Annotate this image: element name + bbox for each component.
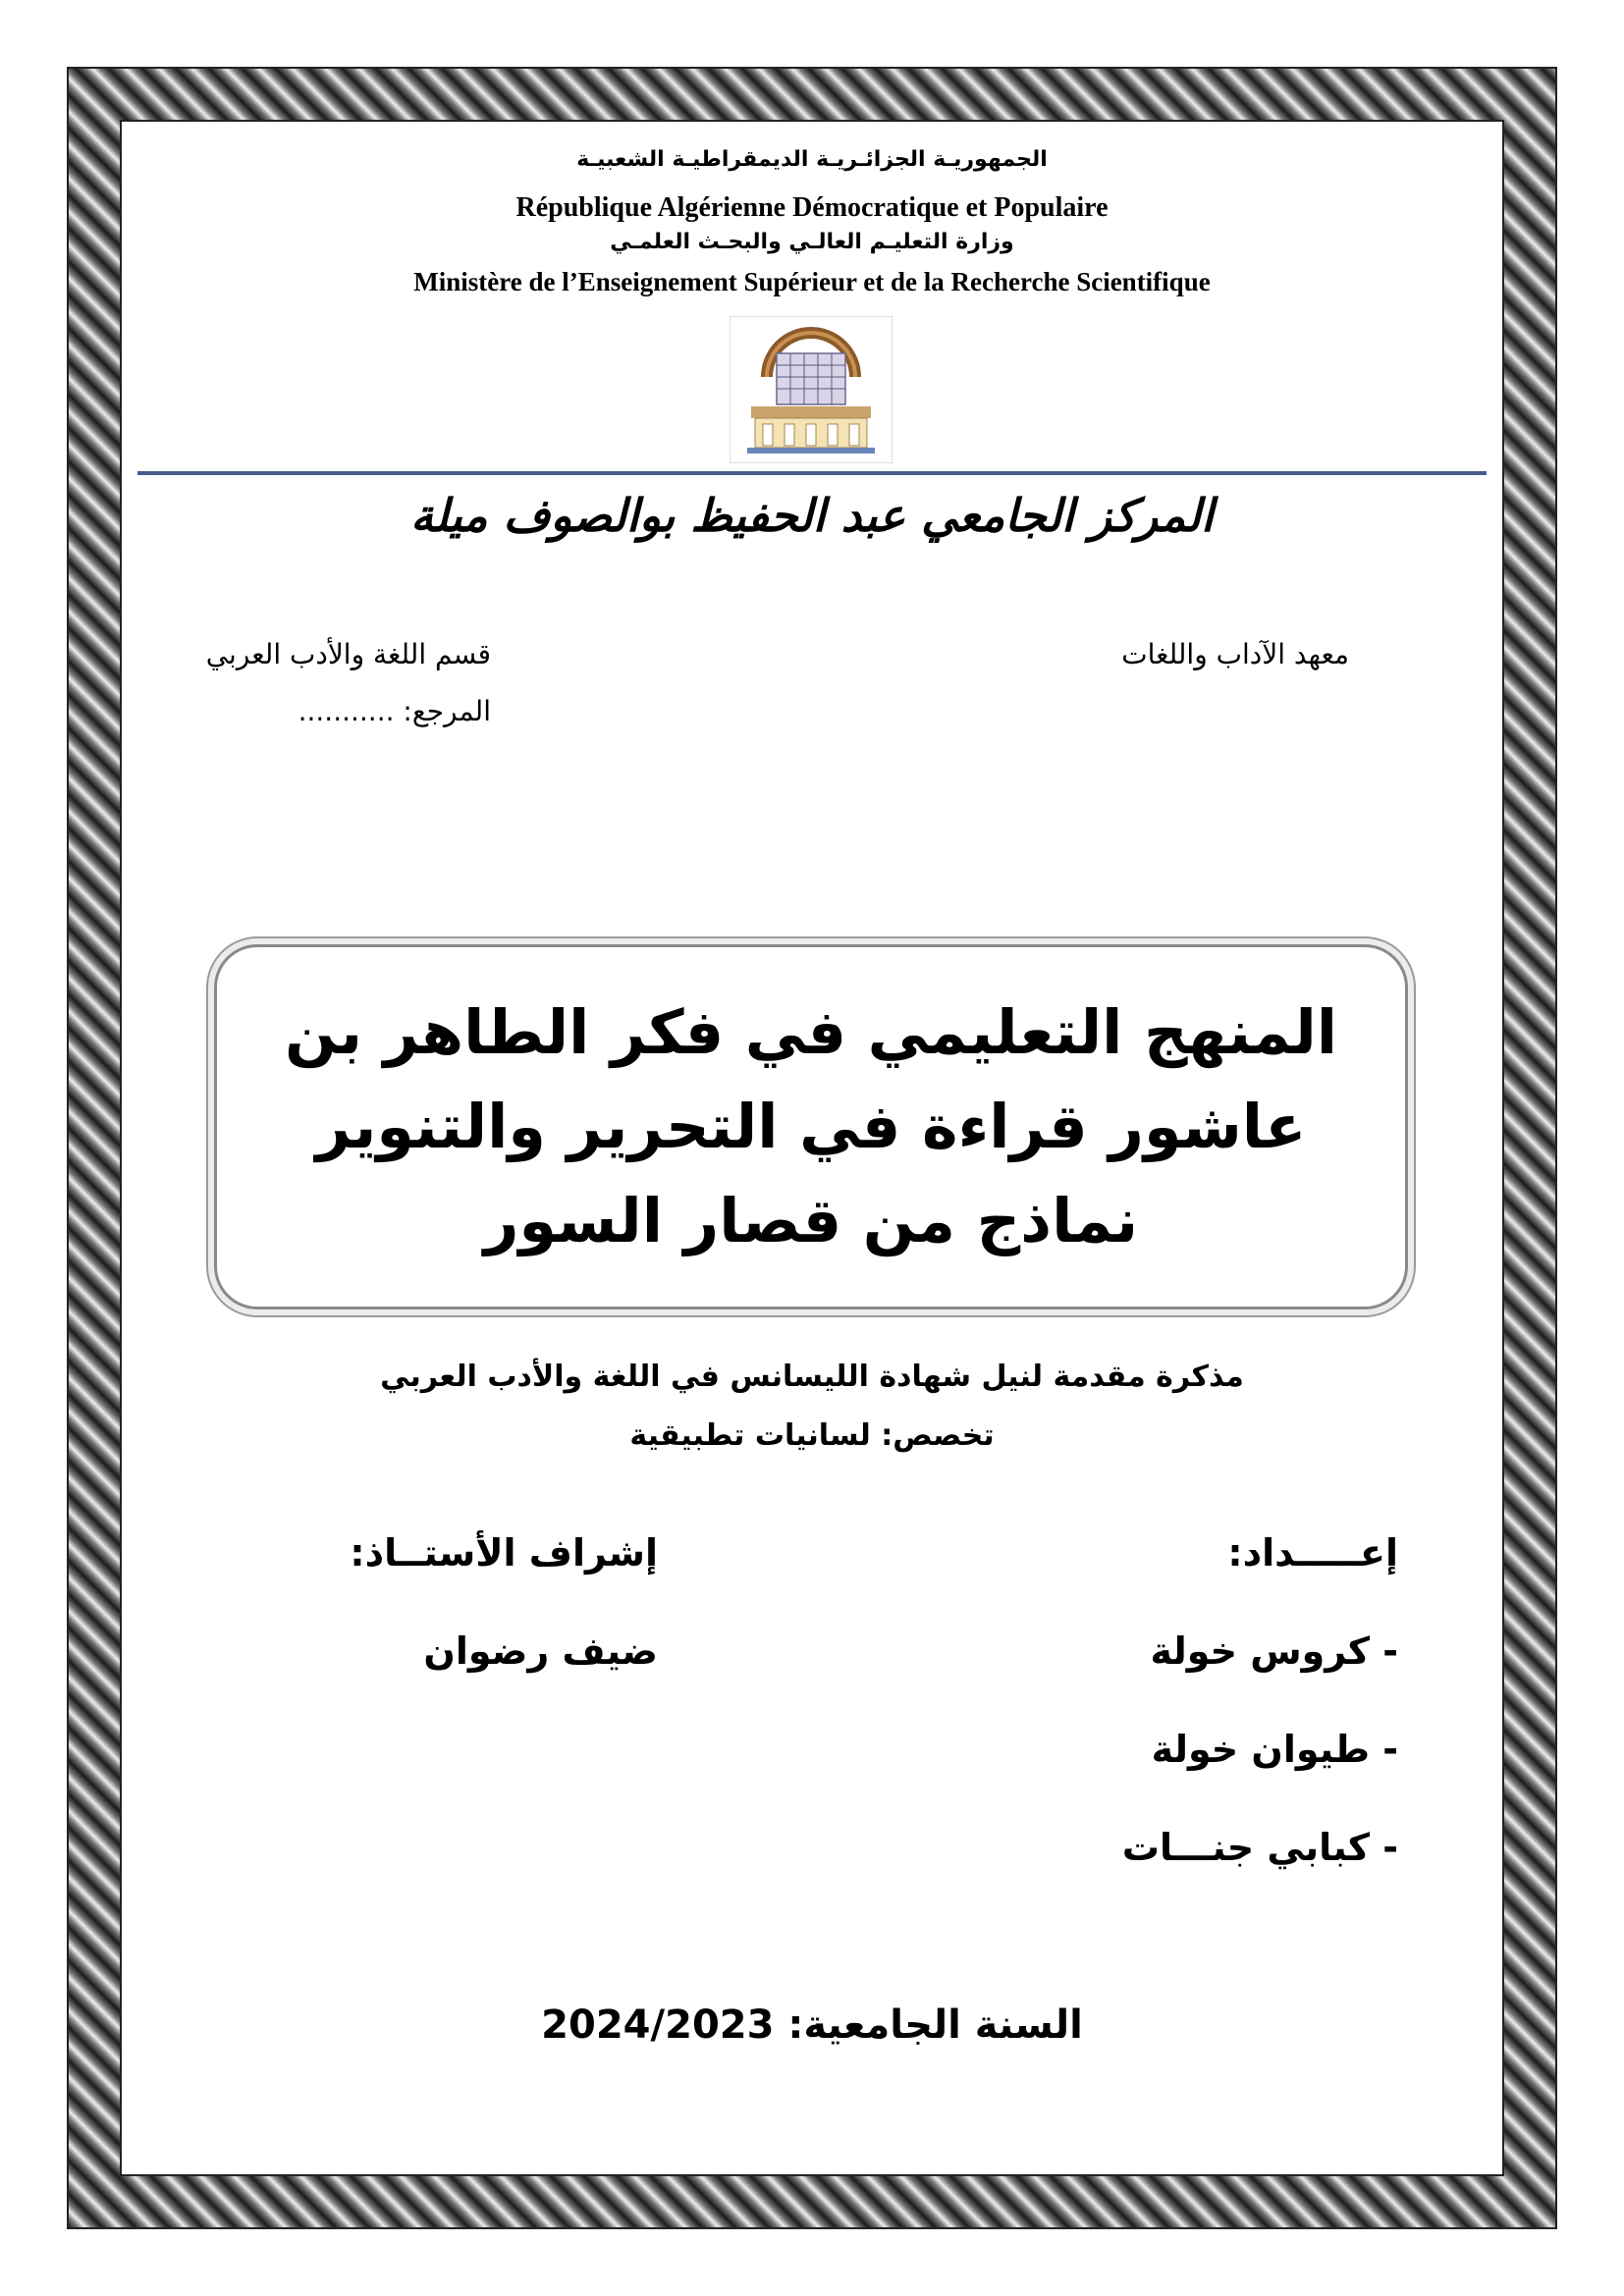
reference-label: المرجع: ........... <box>298 695 491 727</box>
ministry-arabic: وزارة التعليـم العالـي والبحـث العلمـي <box>610 230 1014 254</box>
republic-arabic: الجمهوريـة الجزائـريـة الديمقراطيـة الشعبيـة <box>576 147 1048 172</box>
supervisor-label: إشراف الأستــاذ: <box>350 1531 658 1575</box>
thesis-title-box <box>214 944 1408 1309</box>
author-name: - طيوان خولة <box>1151 1728 1398 1771</box>
author-name: - كبابي جنـــات <box>1121 1826 1398 1869</box>
institute-label: معهد الآداب واللغات <box>1121 638 1349 670</box>
specialty-label: تخصص: لسانيات تطبيقية <box>629 1418 995 1453</box>
thesis-title: المنهج التعليمي في فكر الطاهر بن عاشور قراءة في التحرير والتنوير نماذج من قصار السور <box>284 995 1338 1257</box>
ministry-french: Ministère de l’Enseignement Supérieur et de la Recherche Scientifique <box>413 267 1211 296</box>
academic-year: السنة الجامعية: 2024/2023 <box>541 2002 1083 2048</box>
memo-description: مذكرة مقدمة لنيل شهادة الليسانس في اللغة والأدب العربي <box>380 1360 1244 1394</box>
supervisor-name: ضيف رضوان <box>423 1629 658 1673</box>
university-logo <box>730 316 893 463</box>
university-name: المركز الجامعي عبد الحفيظ بوالصوف ميلة <box>410 489 1214 542</box>
department-label: قسم اللغة والأدب العربي <box>205 638 491 670</box>
header-divider <box>137 471 1487 475</box>
prepared-by-label: إعـــــداد: <box>1227 1531 1398 1575</box>
author-name: - كروس خولة <box>1150 1629 1398 1673</box>
republic-french: République Algérienne Démocratique et Populaire <box>515 192 1109 223</box>
